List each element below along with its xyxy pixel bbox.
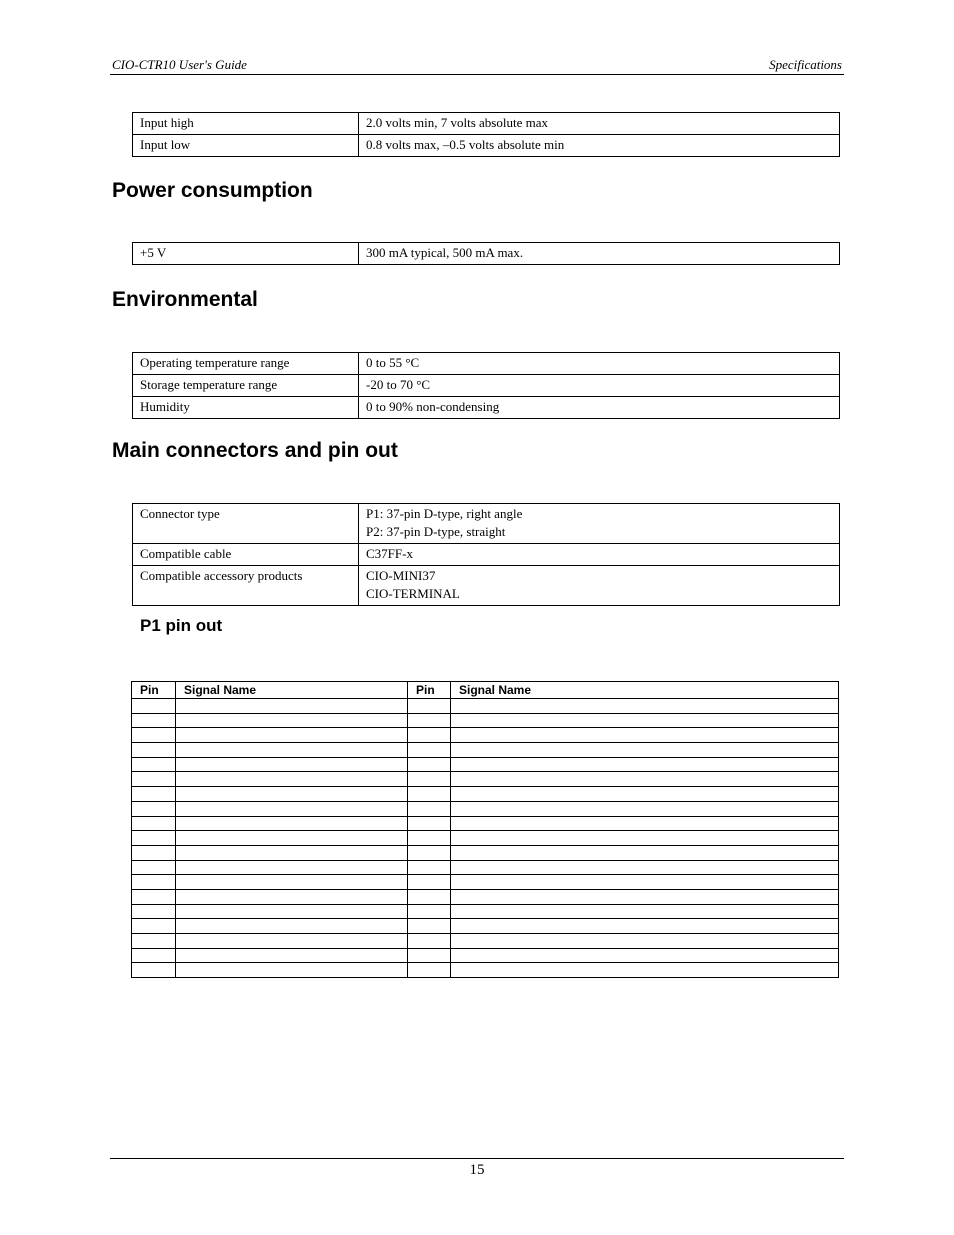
spec-value: 2.0 volts min, 7 volts absolute max [359,113,840,135]
signal-name-cell [451,801,839,816]
pin-cell [408,904,451,919]
signal-name-cell [451,875,839,890]
signal-name-cell [176,713,408,728]
pin-table-row [132,816,839,831]
signal-name-cell [451,963,839,978]
pin-cell [132,860,176,875]
signal-name-cell [176,787,408,802]
pin-table-row [132,801,839,816]
spec-value-line: CIO-TERMINAL [366,586,460,601]
signal-name-cell [176,728,408,743]
pin-table-row [132,845,839,860]
signal-name-cell [451,860,839,875]
table-row [133,375,840,397]
signal-name-cell [451,919,839,934]
signal-name-cell [451,889,839,904]
spec-value [359,566,840,606]
pin-cell [408,787,451,802]
signal-name-column-header: Signal Name [451,682,839,699]
signal-name-cell [176,889,408,904]
pin-cell [408,757,451,772]
table-row [133,243,840,265]
signal-name-cell [451,699,839,714]
pin-table-row [132,831,839,846]
spec-value-line: P1: 37-pin D-type, right angle [366,506,523,521]
pin-cell [132,904,176,919]
signal-name-cell [451,743,839,758]
pin-table-row [132,757,839,772]
signal-name-cell [176,831,408,846]
pin-cell [132,713,176,728]
pin-cell [132,875,176,890]
pin-cell [132,772,176,787]
spec-label: Storage temperature range [133,375,359,397]
pin-cell [132,816,176,831]
pin-table-row [132,772,839,787]
table-row [133,397,840,419]
pin-cell [408,743,451,758]
signal-name-cell [176,757,408,772]
signal-name-cell [176,948,408,963]
signal-name-cell [176,919,408,934]
pin-cell [132,801,176,816]
pin-cell [408,831,451,846]
pin-table-body [132,699,839,978]
pin-cell [132,728,176,743]
pin-table-row [132,875,839,890]
table-row [133,135,840,157]
signal-name-cell [451,934,839,949]
pin-cell [408,875,451,890]
page-footer [110,1158,844,1179]
pin-table-row [132,860,839,875]
pin-column-header: Pin [408,682,451,699]
signal-name-cell [176,904,408,919]
pin-table-header [132,682,839,699]
spec-value: -20 to 70 °C [359,375,840,397]
pin-table-row [132,889,839,904]
pin-column-header: Pin [132,682,176,699]
page-header [110,57,844,75]
pin-table-row [132,904,839,919]
power-table [132,242,840,265]
signal-name-cell [176,743,408,758]
p1-pin-out-heading: P1 pin out [140,616,223,635]
pin-table-row [132,934,839,949]
spec-label: Compatible accessory products [133,566,359,606]
pin-cell [408,948,451,963]
table-row [133,504,840,544]
p1-pin-table [131,681,839,978]
signal-name-cell [451,904,839,919]
spec-label: +5 V [133,243,359,265]
signal-name-cell [176,875,408,890]
pin-cell [408,699,451,714]
signal-name-cell [451,728,839,743]
spec-value: 0 to 55 °C [359,353,840,375]
pin-cell [408,713,451,728]
pin-cell [132,948,176,963]
signal-name-cell [176,860,408,875]
pin-cell [132,934,176,949]
pin-cell [132,845,176,860]
pin-cell [408,963,451,978]
signal-name-cell [451,772,839,787]
signal-name-cell [176,772,408,787]
spec-label: Input high [133,113,359,135]
spec-label: Compatible cable [133,544,359,566]
header-section-title: Specifications [769,57,842,72]
pin-table-row [132,963,839,978]
signal-name-cell [176,816,408,831]
pin-cell [408,845,451,860]
spec-value: 300 mA typical, 500 mA max. [359,243,840,265]
table-row [133,544,840,566]
signal-name-cell [451,713,839,728]
pin-table-row [132,948,839,963]
power-consumption-heading: Power consumption [112,179,313,202]
pin-cell [132,699,176,714]
signal-name-cell [451,845,839,860]
signal-name-cell [176,699,408,714]
pin-cell [132,963,176,978]
pin-cell [132,757,176,772]
pin-table-row [132,919,839,934]
spec-value-line: CIO-MINI37 [366,568,436,583]
pin-cell [408,860,451,875]
signal-name-column-header: Signal Name [176,682,408,699]
pin-cell [408,816,451,831]
signal-name-cell [451,948,839,963]
pin-cell [408,728,451,743]
table-row [133,113,840,135]
table-row [133,566,840,606]
pin-table-row [132,743,839,758]
spec-value: 0.8 volts max, –0.5 volts absolute min [359,135,840,157]
pin-cell [132,831,176,846]
signal-name-cell [451,816,839,831]
spec-value: 0 to 90% non-condensing [359,397,840,419]
connectors-table [132,503,840,606]
pin-table-row [132,713,839,728]
pin-cell [408,889,451,904]
signal-name-cell [451,831,839,846]
spec-label: Connector type [133,504,359,544]
pin-cell [408,772,451,787]
pin-cell [132,889,176,904]
spec-label: Operating temperature range [133,353,359,375]
pin-cell [408,801,451,816]
signal-name-cell [451,787,839,802]
header-guide-title: CIO-CTR10 User's Guide [112,57,247,72]
table-row [133,353,840,375]
pin-cell [132,919,176,934]
signal-name-cell [451,757,839,772]
spec-value-line: C37FF-x [366,546,413,561]
signal-name-cell [176,845,408,860]
pin-cell [408,919,451,934]
pin-table-row [132,728,839,743]
pin-cell [132,787,176,802]
spec-value [359,504,840,544]
pin-table-row [132,787,839,802]
spec-value [359,544,840,566]
page-number: 15 [469,1162,485,1178]
environmental-table [132,352,840,419]
environmental-heading: Environmental [112,288,258,311]
pin-cell [408,934,451,949]
pin-table-row [132,699,839,714]
signal-name-cell [176,801,408,816]
signal-name-cell [176,963,408,978]
spec-label: Input low [133,135,359,157]
main-connectors-heading: Main connectors and pin out [112,439,398,462]
pin-cell [132,743,176,758]
input-levels-table [132,112,840,157]
signal-name-cell [176,934,408,949]
spec-label: Humidity [133,397,359,419]
spec-value-line: P2: 37-pin D-type, straight [366,524,506,539]
